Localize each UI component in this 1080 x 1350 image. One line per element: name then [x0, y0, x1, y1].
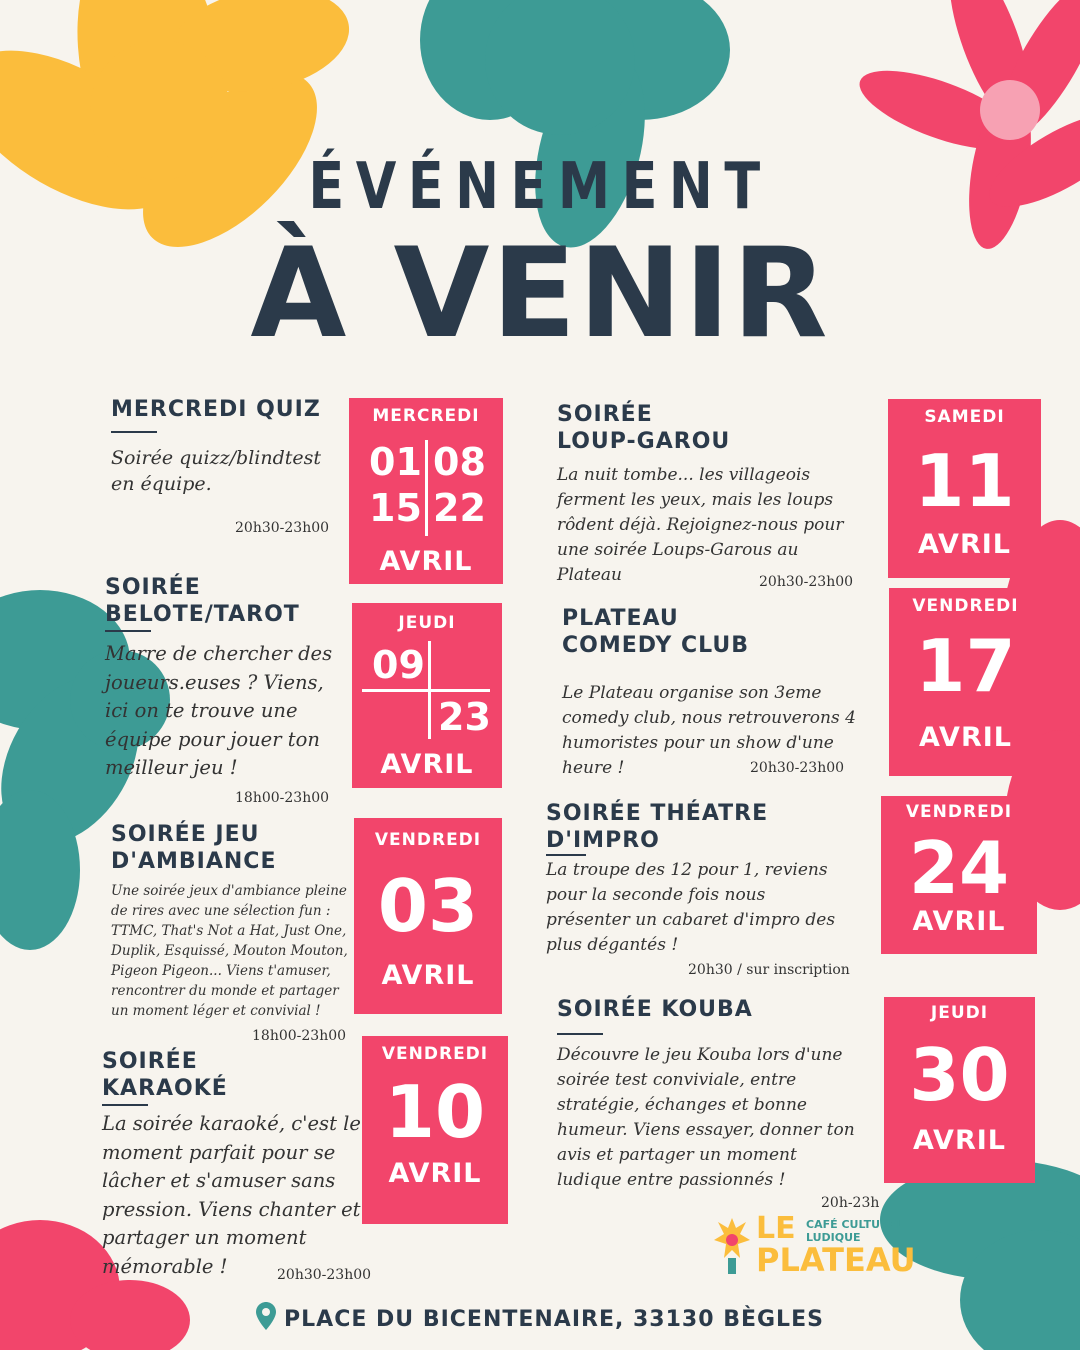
event-loup-garou — [557, 401, 857, 588]
event-belote-tarot — [105, 574, 341, 783]
card-date: 11 — [914, 439, 1015, 523]
event-description: La soirée karaoké, c'est le moment parfait pour se lâcher et s'amuser sans pression. Viens chanter et partager un moment mémorable ! — [102, 1112, 361, 1278]
card-date: 17 — [915, 624, 1016, 708]
date-divider — [425, 440, 428, 536]
event-description: Découvre le jeu Kouba lors d'une soirée test conviviale, entre stratégie, échanges et bonne humeur. Viens essayer, donner ton avis et partager un moment ludique entre passionnés ! — [557, 1045, 855, 1190]
date-card-theatre-impro — [881, 796, 1037, 954]
card-month: AVRIL — [379, 546, 473, 577]
event-title: SOIRÉE BELOTE/TAROT — [105, 575, 300, 627]
le-plateau-logo — [710, 1212, 940, 1282]
date-15: 15 — [369, 486, 422, 530]
event-title: SOIRÉE THÉATRE D'IMPRO — [546, 801, 769, 853]
date-card-loup-garou — [888, 399, 1041, 578]
event-jeu-ambiance — [111, 821, 351, 1021]
card-month: AVRIL — [918, 722, 1012, 753]
date-01: 01 — [369, 440, 422, 484]
date-22: 22 — [433, 486, 486, 530]
card-month: AVRIL — [380, 749, 474, 780]
event-karaoke — [102, 1048, 362, 1281]
logo-name-line2: PLATEAU — [756, 1241, 916, 1279]
event-description: Une soirée jeux d'ambiance pleine de rires avec une sélection fun : TTMC, That's Not a Hat, Just One, Duplik, Esquissé, Mouton Mouton, Pigeon Pigeon... Viens t'amuser, rencontrer du monde et partager un moment léger et convivial ! — [111, 883, 348, 1019]
card-month: AVRIL — [912, 906, 1006, 937]
event-time: 18h00-23h00 — [252, 1028, 347, 1044]
card-day: VENDREDI — [912, 596, 1019, 616]
event-comedy-club — [562, 605, 862, 781]
title-underline — [111, 431, 157, 433]
card-month: AVRIL — [912, 1125, 1006, 1156]
event-time: 20h30-23h00 — [759, 574, 854, 590]
title-underline — [105, 630, 151, 632]
address-text: PLACE DU BICENTENAIRE, 33130 BÈGLES — [284, 1307, 824, 1332]
event-title: MERCREDI QUIZ — [111, 397, 321, 422]
card-day: VENDREDI — [381, 1044, 489, 1064]
date-divider-horizontal — [362, 689, 490, 692]
event-description: La troupe des 12 pour 1, reviens pour la seconde fois nous présenter un cabaret d'impro des plus dégantés ! — [546, 860, 836, 955]
card-date: 24 — [908, 826, 1010, 910]
date-09: 09 — [372, 643, 425, 687]
title-underline — [557, 1033, 603, 1035]
card-day: JEUDI — [930, 1003, 989, 1023]
event-description: La nuit tombe... les villageois ferment les yeux, mais les loups rôdent déjà. Rejoignez-nous pour une soirée Loups-Garous au Plateau — [557, 465, 844, 585]
title-underline — [546, 854, 586, 856]
card-day: VENDREDI — [374, 830, 482, 850]
card-month: AVRIL — [381, 960, 475, 991]
event-title: PLATEAU COMEDY CLUB — [562, 606, 750, 658]
event-kouba — [557, 996, 867, 1193]
location-pin-icon — [256, 1302, 276, 1330]
meeple-icon — [710, 1214, 754, 1278]
event-title: SOIRÉE KOUBA — [557, 997, 753, 1022]
footer-address — [0, 1302, 1080, 1332]
logo-tagline: CAFÉ CULTUREL LUDIQUE — [806, 1218, 904, 1244]
event-description: Marre de chercher des joueurs.euses ? Viens, ici on te trouve une équipe pour jouer ton meilleur jeu ! — [105, 642, 333, 779]
date-card-jeu-ambiance — [354, 818, 502, 1014]
header-upcoming-line1: ÉVÉNEMENT — [308, 150, 772, 224]
card-day: SAMEDI — [924, 407, 1005, 427]
date-08: 08 — [433, 440, 486, 484]
date-23: 23 — [438, 695, 491, 739]
date-card-mercredi-quiz — [349, 398, 503, 584]
card-month: AVRIL — [388, 1158, 482, 1189]
event-time: 20h30 / sur inscription — [688, 962, 850, 978]
card-day: MERCREDI — [372, 406, 480, 426]
card-day: VENDREDI — [905, 802, 1013, 822]
card-date: 10 — [384, 1070, 486, 1154]
event-description: Le Plateau organise son 3eme comedy club, nous retrouverons 4 humoristes pour un show d'une heure ! — [562, 683, 856, 778]
event-title: SOIRÉE KARAOKÉ — [102, 1049, 228, 1101]
event-time: 20h30-23h00 — [750, 760, 845, 776]
event-theatre-impro — [546, 800, 876, 958]
event-time: 20h-23h — [821, 1195, 880, 1211]
header-upcoming-line2: À VENIR — [250, 222, 830, 366]
event-time: 20h30-23h00 — [277, 1267, 372, 1283]
event-time: 20h30-23h00 — [235, 520, 330, 536]
event-title: SOIRÉE JEU D'AMBIANCE — [111, 822, 277, 874]
card-day: JEUDI — [398, 613, 456, 633]
date-card-belote-tarot — [352, 603, 502, 788]
card-month: AVRIL — [917, 529, 1011, 560]
card-date: 03 — [377, 864, 479, 948]
event-mercredi-quiz — [111, 396, 341, 497]
date-card-kouba — [884, 997, 1035, 1183]
event-time: 18h00-23h00 — [235, 790, 330, 806]
card-date: 30 — [909, 1033, 1010, 1117]
event-title: SOIRÉE LOUP-GAROU — [557, 402, 731, 454]
date-card-comedy-club — [889, 588, 1042, 776]
logo-name-line1: LE — [756, 1211, 796, 1246]
event-description: Soirée quizz/blindtest en équipe. — [111, 447, 322, 495]
date-card-karaoke — [362, 1036, 508, 1224]
title-underline — [102, 1104, 148, 1106]
